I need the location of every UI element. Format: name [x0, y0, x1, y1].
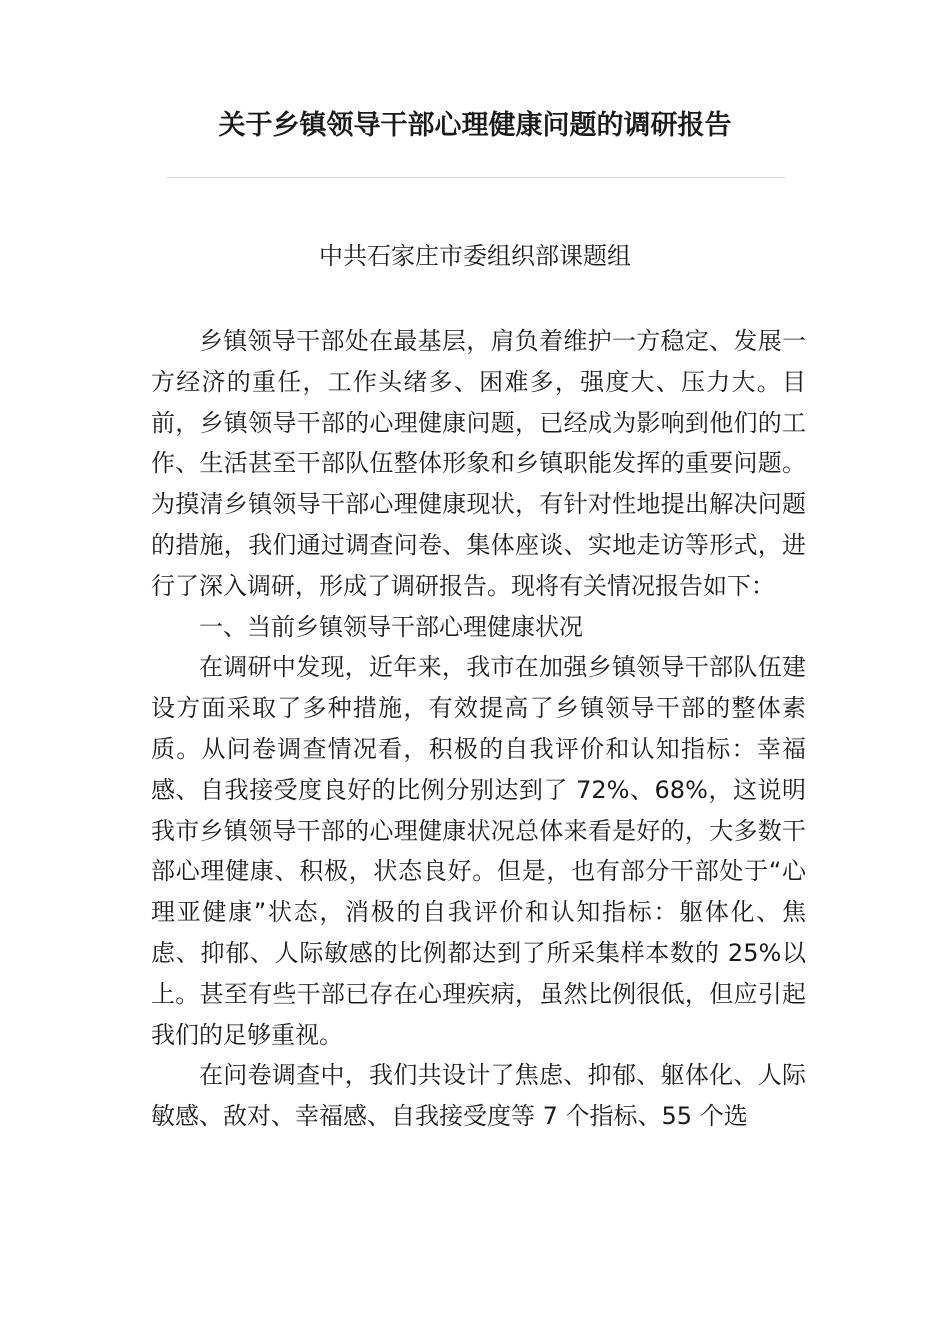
section-heading: 一、当前乡镇领导干部心理健康状况 [199, 612, 583, 641]
document-title: 关于乡镇领导干部心理健康问题的调研报告 [218, 110, 732, 141]
document-body [151, 321, 806, 1137]
paragraph-survey: 在问卷调查中，我们共设计了焦虑、抑郁、躯体化、人际敏感、敌对、幸福感、自我接受度等 7 个指标、55 个选 [151, 1061, 806, 1131]
document-author: 中共石家庄市委组织部课题组 [319, 242, 631, 270]
paragraph-intro: 乡镇领导干部处在最基层，肩负着维护一方稳定、发展一方经济的重任，工作头绪多、困难多，强度大、压力大。目前，乡镇领导干部的心理健康问题，已经成为影响到他们的工作、生活甚至干部队伍整体形象和乡镇职能发挥的重要问题。为摸清乡镇领导干部心理健康现状，有针对性地提出解决问题的措施，我们通过调查问卷、集体座谈、实地走访等形式，进行了深入调研，形成了调研报告。现将有关情况报告如下： [151, 327, 806, 600]
title-divider [166, 177, 786, 178]
paragraph-findings: 在调研中发现，近年来，我市在加强乡镇领导干部队伍建设方面采取了多种措施，有效提高了乡镇领导干部的整体素质。从问卷调查情况看，积极的自我评价和认知指标：幸福感、自我接受度良好的比例分别达到了 72%、68%，这说明我市乡镇领导干部的心理健康状况总体来看是好的，大多数干部心理健康、积极，状态良好。但是，也有部分干部处于“心理亚健康”状态，消极的自我评价和认知指标：躯体化、焦虑、抑郁、人际敏感的比例都达到了所采集样本数的 25%以上。甚至有些干部已存在心理疾病，虽然比例很低，但应引起我们的足够重视。 [151, 653, 806, 1049]
